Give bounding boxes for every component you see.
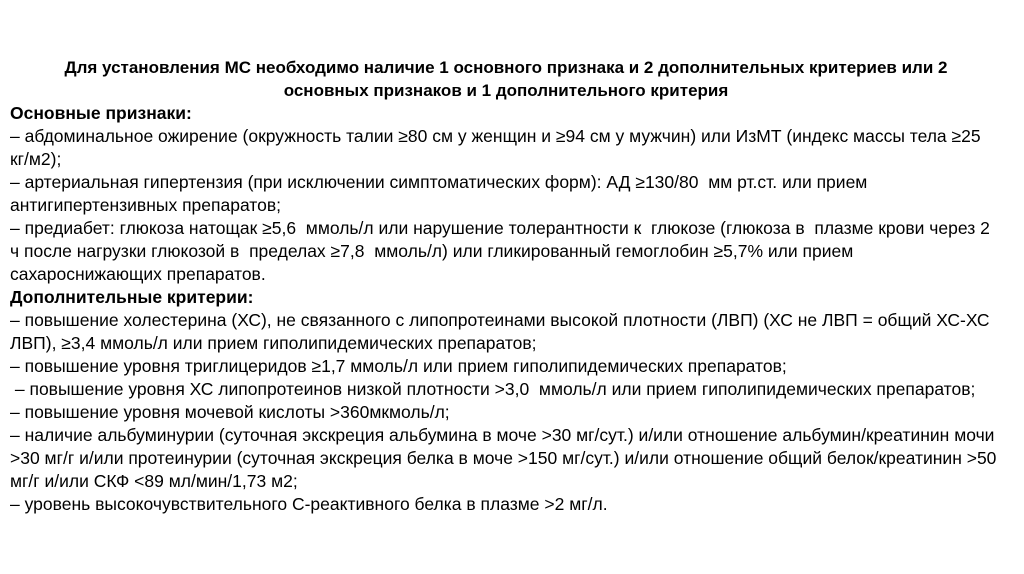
additional-criterion-triglycerides: – повышение уровня триглицеридов ≥1,7 ммоль/л или прием гиполипидемических препаратов; <box>10 356 787 376</box>
additional-criterion-albuminuria: – наличие альбуминурии (суточная экскреция альбумина в моче >30 мг/сут.) и/или отношение альбумин/креатинин мочи >30 мг/г и/или протеинурии (суточная экскреция белка в моче >150 мг/сут.) и/или отношение общий белок/креатинин >50 мг/г и/или СКФ <89 мл/мин/1,73 м2; <box>10 425 1002 491</box>
additional-criterion-uric-acid: – повышение уровня мочевой кислоты >360мкмоль/л; <box>10 402 450 422</box>
additional-criterion-ldl: – повышение уровня ХС липопротеинов низкой плотности >3,0 ммоль/л или прием гиполипидемических препаратов; <box>10 379 976 399</box>
additional-criteria-heading: Дополнительные критерии: <box>10 287 254 307</box>
main-criteria-heading: Основные признаки: <box>10 103 192 123</box>
main-criterion-hypertension: – артериальная гипертензия (при исключении симптоматических форм): АД ≥130/80 мм рт.ст. или прием антигипертензивных препаратов; <box>10 172 873 215</box>
additional-criterion-crp: – уровень высокочувствительного С-реактивного белка в плазме >2 мг/л. <box>10 494 608 514</box>
main-criterion-prediabetes: – предиабет: глюкоза натощак ≥5,6 ммоль/л или нарушение толерантности к глюкозе (глюкоза в плазме крови через 2 ч после нагрузки глюкозой в пределах ≥7,8 ммоль/л) или гликированный гемоглобин ≥5,7% или прием сахароснижающих препаратов. <box>10 218 995 284</box>
slide-title: Для установления МС необходимо наличие 1 основного признака и 2 дополнительных критериев или 2 основных признаков и 1 дополнительного критерия <box>64 58 948 100</box>
additional-criterion-non-hdl: – повышение холестерина (ХС), не связанного с липопротеинами высокой плотности (ЛВП) (ХС не ЛВП = общий ХС-ХС ЛВП), ≥3,4 ммоль/л или прием гиполипидемических препаратов; <box>10 310 995 353</box>
main-criterion-obesity: – абдоминальное ожирение (окружность талии ≥80 см у женщин и ≥94 см у мужчин) или ИзМТ (индекс массы тела ≥25 кг/м2); <box>10 126 986 169</box>
